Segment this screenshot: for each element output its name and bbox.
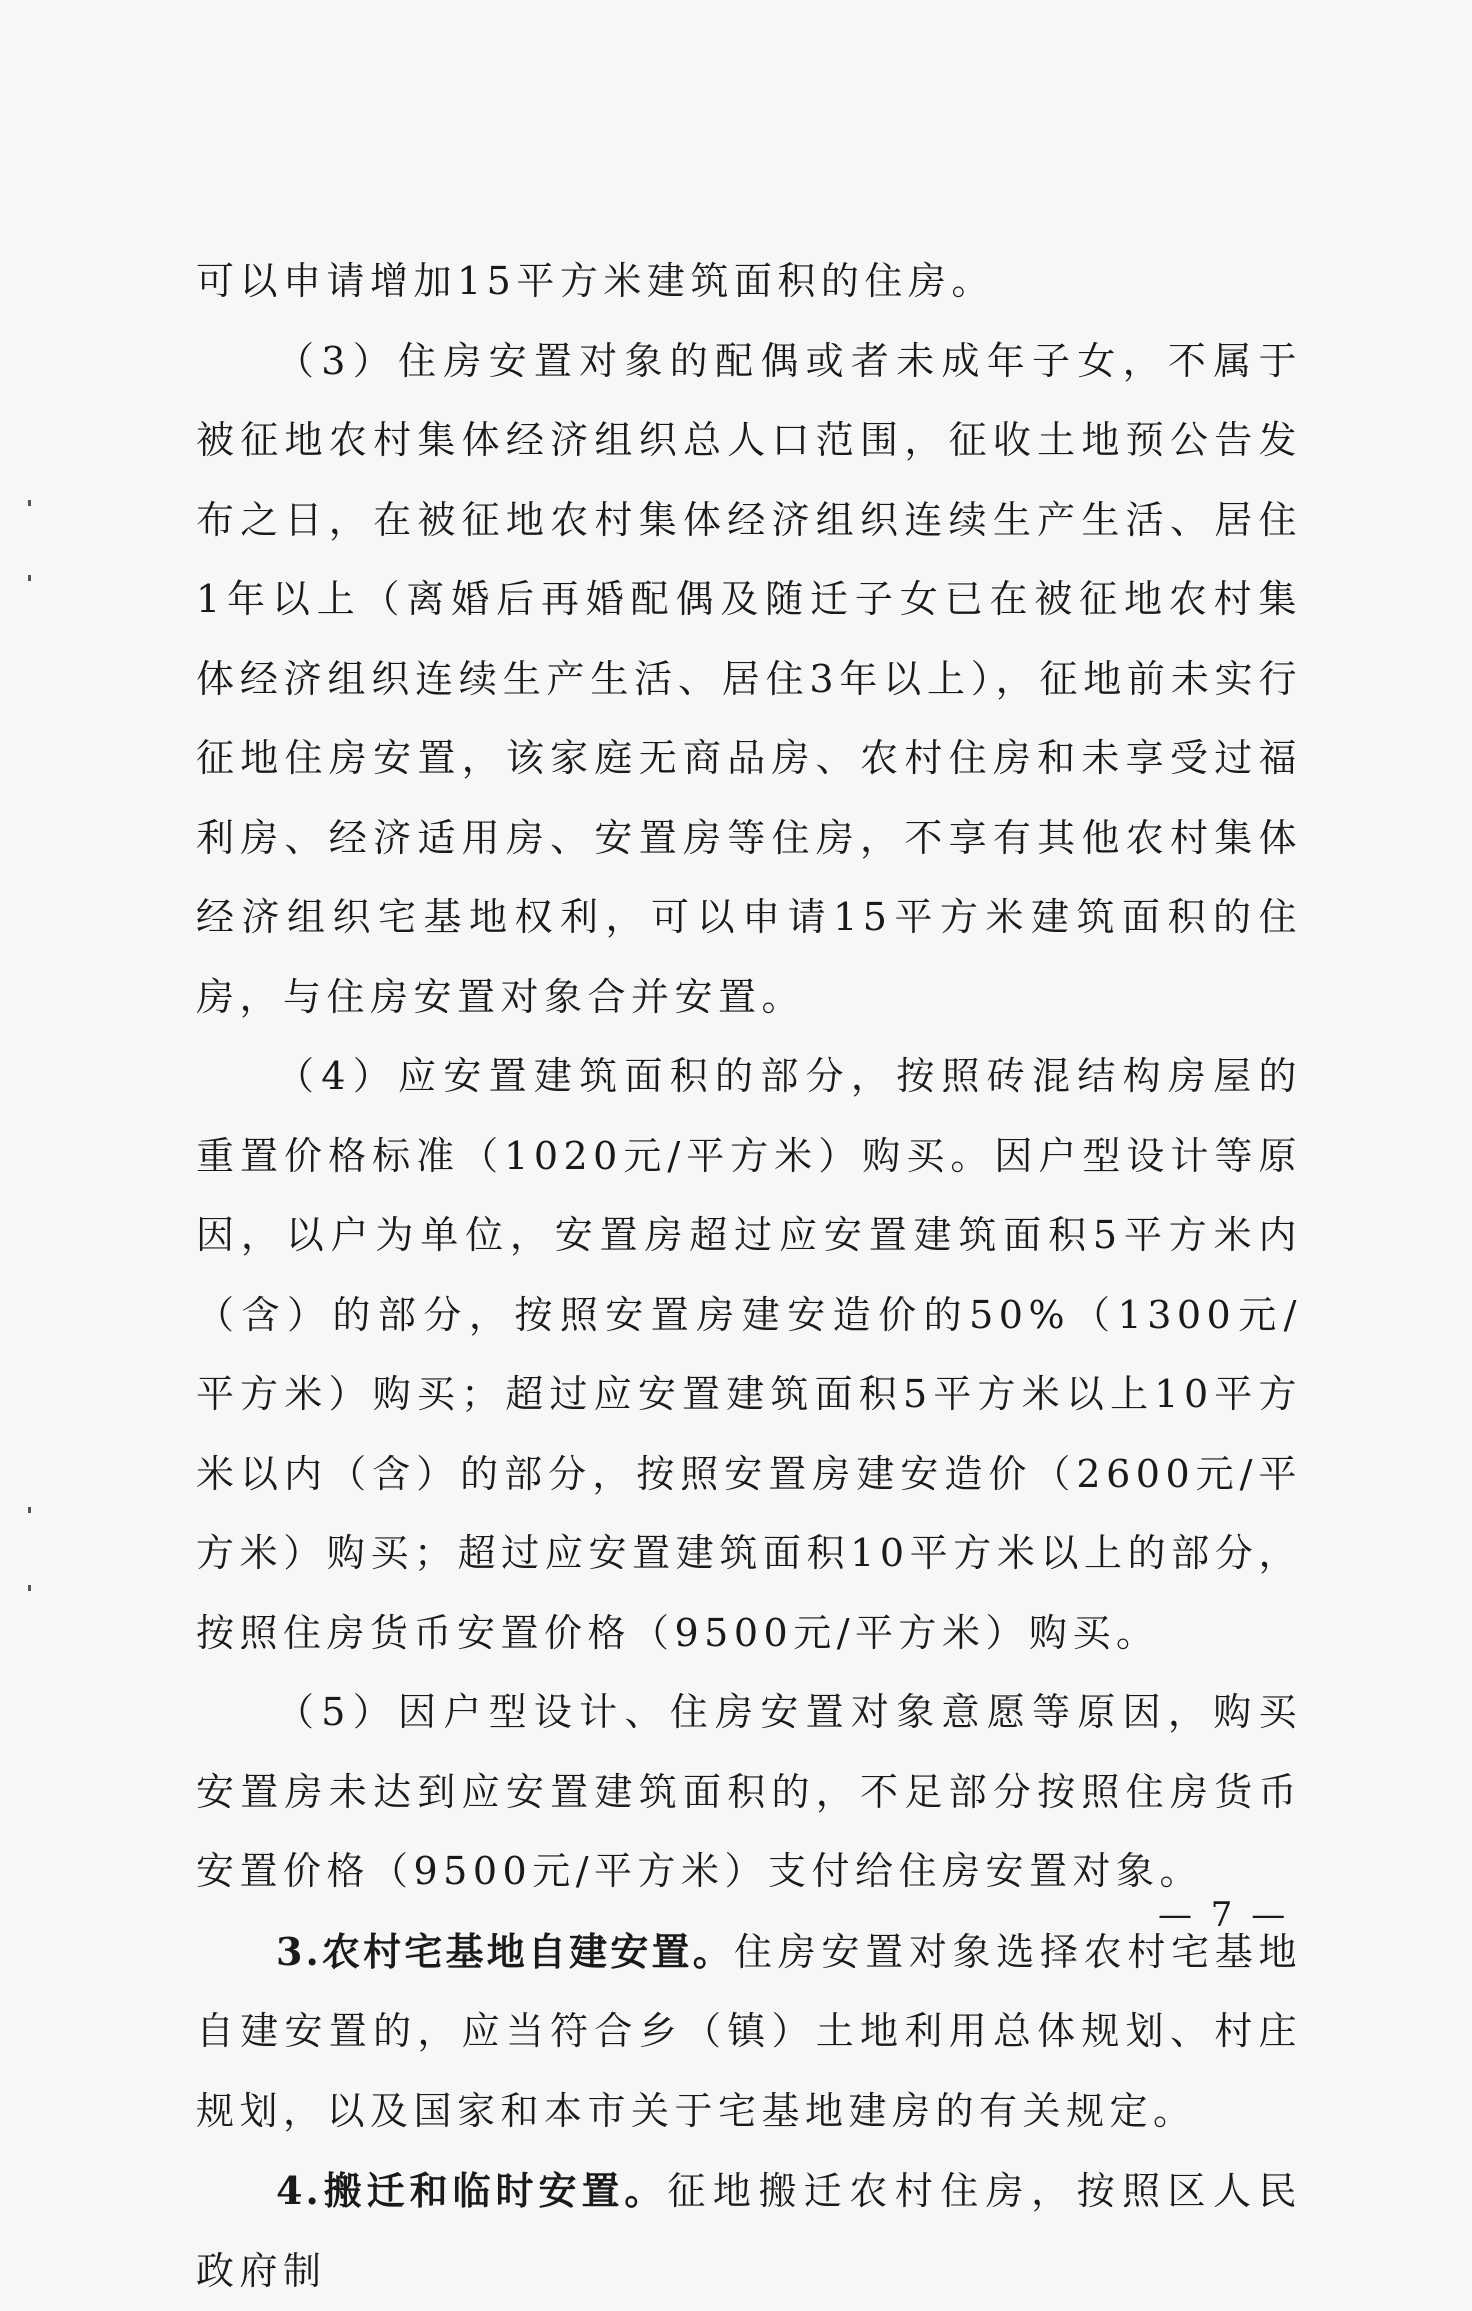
section-4-body: 征地搬迁农村住房，按照区人民政府制 [196,2169,1302,2293]
page-number: — 7 — [1158,1895,1290,1935]
document-body [196,242,1302,2311]
paragraph-item-5: （5）因户型设计、住房安置对象意愿等原因，购买安置房未达到应安置建筑面积的，不足部分按照住房货币安置价格（9500元/平方米）支付给住房安置对象。 [196,1690,1302,1893]
section-3-paragraph [196,1912,1302,2152]
paragraph-item-3: （3）住房安置对象的配偶或者未成年子女，不属于被征地农村集体经济组织总人口范围，征收土地预公告发布之日，在被征地农村集体经济组织连续生产生活、居住1年以上（离婚后再婚配偶及随迁子女已在被征地农村集体经济组织连续生产生活、居住3年以上），征地前未实行征地住房安置，该家庭无商品房、农村住房和未享受过福利房、经济适用房、安置房等住房，不享有其他农村集体经济组织宅基地权利，可以申请15平方米建筑面积的住房，与住房安置对象合并安置。 [196,338,1302,1019]
scan-mark [28,575,31,581]
paragraph-continuation: 可以申请增加15平方米建筑面积的住房。 [196,259,995,303]
paragraph-item-4: （4）应安置建筑面积的部分，按照砖混结构房屋的重置价格标准（1020元/平方米）购买。因户型设计等原因，以户为单位，安置房超过应安置建筑面积5平方米内（含）的部分，按照安置房建安造价的50%（1300元/平方米）购买；超过应安置建筑面积5平方米以上10平方米以内（含）的部分，按照安置房建安造价（2600元/平方米）购买；超过应安置建筑面积10平方米以上的部分，按照住房货币安置价格（9500元/平方米）购买。 [196,1054,1302,1655]
section-3-heading: 3.农村宅基地自建安置。 [276,1928,734,1974]
scan-mark [28,1507,31,1513]
section-4-heading: 4.搬迁和临时安置。 [276,2168,668,2213]
section-4-paragraph [196,2151,1302,2311]
scan-mark [28,500,31,506]
scan-mark [28,1585,31,1591]
section-3-body: 住房安置对象选择农村宅基地自建安置的，应当符合乡（镇）土地利用总体规划、村庄规划，以及国家和本市关于宅基地建房的有关规定。 [196,1929,1302,2133]
